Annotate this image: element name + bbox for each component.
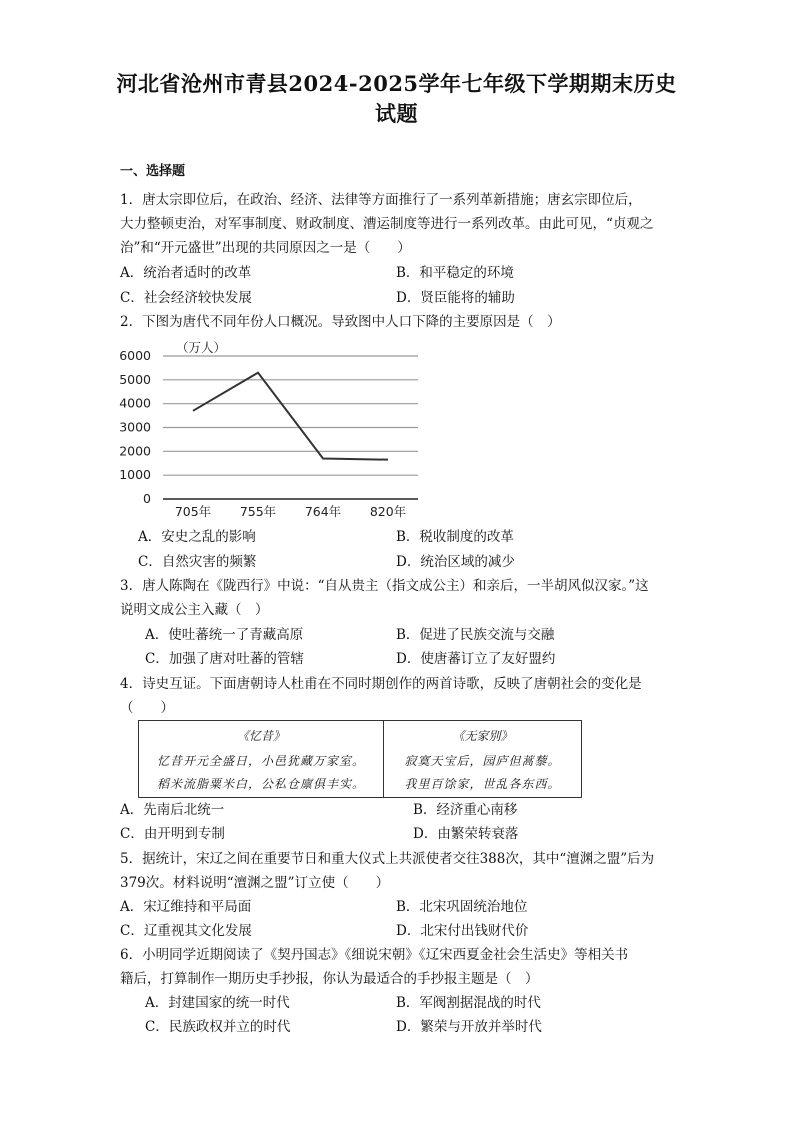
chart-xtick-label: 764年 [304,504,342,519]
question-1-option-b[interactable]: B．和平稳定的环境 [396,265,514,281]
question-5-text: 379次。材料说明“澶渊之盟”订立使（ ） [120,875,390,891]
question-4-option-b[interactable]: B．经济重心南移 [413,802,518,818]
question-2-option-a[interactable]: A．安史之乱的影响 [138,529,256,545]
page-title-continued: 试题 [375,101,418,126]
question-5-option-a[interactable]: A．宋辽维持和平局面 [120,899,252,915]
question-1-option-a[interactable]: A．统治者适时的改革 [120,265,252,281]
question-1-option-d[interactable]: D．贤臣能将的辅助 [396,290,515,306]
poem-title: 《忆昔》 [236,729,285,743]
question-1-option-c[interactable]: C．社会经济较快发展 [120,290,252,306]
chart-xtick-label: 755年 [239,504,277,519]
question-4-text: 4．诗史互证。下面唐朝诗人杜甫在不同时期创作的两首诗歌，反映了唐朝社会的变化是 [120,676,642,692]
question-6-option-b[interactable]: B．军阀割据混战的时代 [396,995,541,1011]
chart-ytick-label: 1000 [119,467,151,483]
question-6-text: 籍后，打算制作一期历史手抄报，你认为最适合的手抄报主题是（ ） [120,971,539,987]
question-1-text: 大力整顿吏治，对军事制度、财政制度、漕运制度等进行一系列改革。由此可见，“贞观之 [120,216,654,232]
chart-ytick-label: 2000 [119,443,151,459]
question-2-option-d[interactable]: D．统治区域的减少 [396,554,515,570]
page-title: 河北省沧州市青县2024-2025学年七年级下学期期末历史 [116,71,677,96]
question-2-text: 2．下图为唐代不同年份人口概况。导致图中人口下降的主要原因是（ ） [120,314,561,330]
question-5-option-d[interactable]: D．北宋付出钱财代价 [396,923,529,939]
question-3-option-d[interactable]: D．使唐蕃订立了友好盟约 [396,651,556,667]
question-2-option-b[interactable]: B．税收制度的改革 [396,529,514,545]
chart-ytick-label: 5000 [119,371,151,387]
question-6-option-d[interactable]: D．繁荣与开放并举时代 [396,1019,542,1035]
poem-line: 寂寞天宝后，园庐但蒿藜。 [404,754,561,768]
poem-wujiabie [384,721,581,797]
question-4-option-c[interactable]: C．由开明到专制 [120,826,225,842]
poem-yixi [139,721,384,797]
chart-xtick-label: 705年 [174,504,212,519]
question-5-option-c[interactable]: C．辽重视其文化发展 [120,923,252,939]
chart-xtick-label: 820年 [369,504,407,519]
poem-line: 稻米流脂粟米白，公私仓廪俱丰实。 [156,777,365,791]
poem-title: 《无家别》 [452,729,513,743]
poem-line: 我里百馀家，世乱各东西。 [404,777,561,791]
question-2-option-c[interactable]: C．自然灾害的频繁 [138,554,257,570]
question-1-text: 1．唐太宗即位后，在政治、经济、法律等方面推行了一系列革新措施；唐玄宗即位后， [120,192,642,208]
question-6-option-c[interactable]: C．民族政权并立的时代 [145,1019,291,1035]
question-3-option-a[interactable]: A．使吐蕃统一了青藏高原 [145,627,304,643]
population-series-line [193,373,388,460]
question-6-option-a[interactable]: A．封建国家的统一时代 [145,995,290,1011]
question-6-text: 6．小明同学近期阅读了《契丹国志》《细说宋朝》《辽宋西夏金社会生活史》等相关书 [120,947,629,963]
question-3-text: 说明文成公主入藏（ ） [120,602,269,618]
question-3-option-c[interactable]: C．加强了唐对吐蕃的管辖 [145,651,304,667]
chart-ytick-label: 6000 [119,348,151,363]
poem-table [138,720,582,798]
question-4-option-d[interactable]: D．由繁荣转衰落 [413,826,519,842]
question-1-text: 治”和“开元盛世”出现的共同原因之一是（ ） [120,240,411,256]
chart-ytick-label: 4000 [119,395,151,411]
population-line-chart [118,336,438,526]
question-5-text: 5．据统计，宋辽之间在重要节日和重大仪式上共派使者交往388次，其中“澶渊之盟”后为 [120,851,655,867]
question-4-option-a[interactable]: A．先南后北统一 [120,802,225,818]
chart-ylabel: （万人） [176,340,227,355]
section-heading: 一、选择题 [120,164,186,179]
question-3-option-b[interactable]: B．促进了民族交流与交融 [396,627,555,643]
question-4-text: （ ） [120,700,174,716]
question-3-text: 3．唐人陈陶在《陇西行》中说：“自从贵主（指文成公主）和亲后，一半胡风似汉家。”这 [120,578,649,594]
poem-line: 忆昔开元全盛日，小邑犹藏万家室。 [156,754,365,768]
chart-ytick-label: 3000 [119,419,151,435]
chart-ytick-label: 0 [143,491,151,506]
question-5-option-b[interactable]: B．北宋巩固统治地位 [396,899,528,915]
